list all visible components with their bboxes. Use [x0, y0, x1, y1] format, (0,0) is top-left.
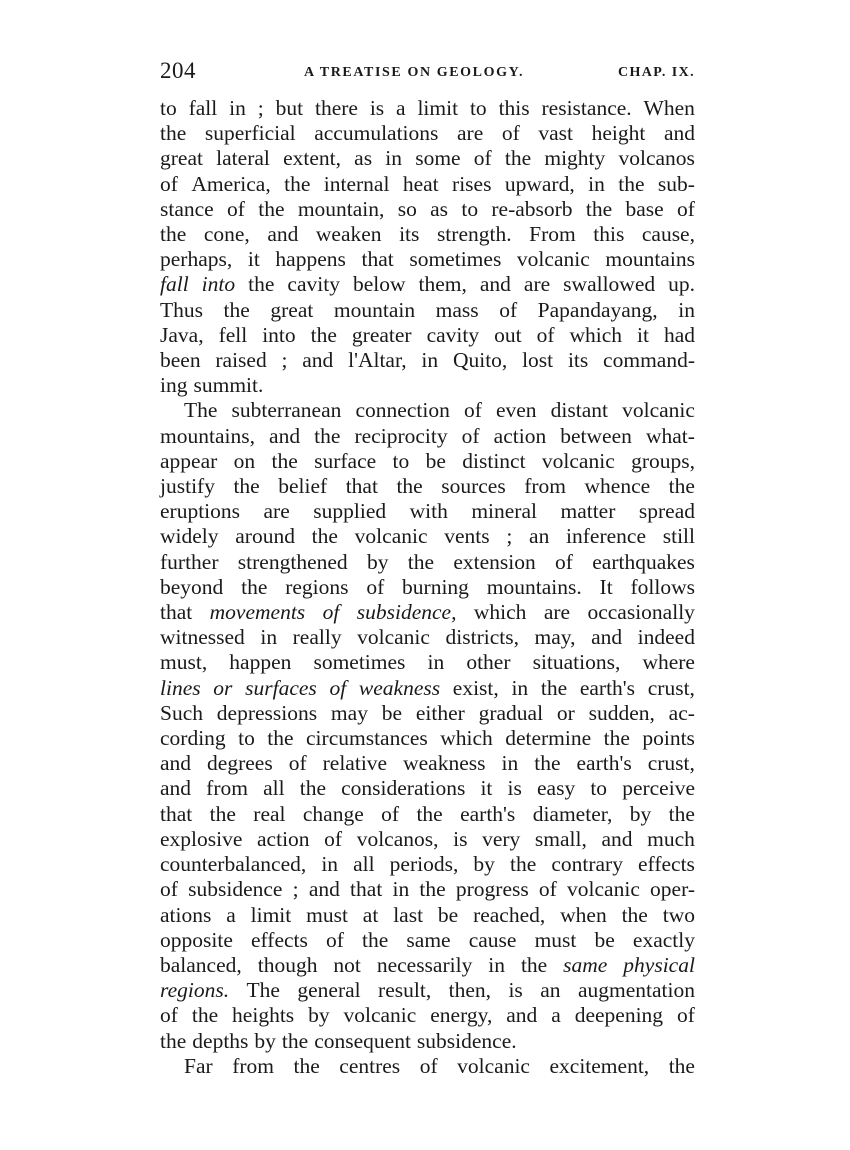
text-line: further strengthened by the extension of earthquakes	[160, 549, 695, 574]
text-line: cording to the circumstances which determine the points	[160, 726, 695, 751]
text-line: Far from the centres of volcanic excitement, the	[184, 1053, 695, 1078]
text-line: great lateral extent, as in some of the mighty volcanos	[160, 146, 695, 171]
text-line: widely around the volcanic vents ; an inference still	[160, 524, 695, 549]
text-line: been raised ; and l'Altar, in Quito, lost its command-	[160, 348, 695, 373]
text-line: explosive action of volcanos, is very small, and much	[160, 826, 695, 851]
text-line: of the heights by volcanic energy, and a deepening of	[160, 1003, 695, 1028]
text-line: beyond the regions of burning mountains. It follows	[160, 574, 695, 599]
body-text	[160, 96, 695, 1079]
text-line: mountains, and the reciprocity of action between what-	[160, 423, 695, 448]
text-line: Such depressions may be either gradual or sudden, ac-	[160, 700, 695, 725]
text-line: Java, fell into the greater cavity out of which it had	[160, 322, 695, 347]
text-line: the superficial accumulations are of vast height and	[160, 121, 695, 146]
text-line: appear on the surface to be distinct volcanic groups,	[160, 448, 695, 473]
text-line: perhaps, it happens that sometimes volcanic mountains	[160, 247, 695, 272]
running-head	[160, 58, 695, 92]
text-line: and degrees of relative weakness in the earth's crust,	[160, 751, 695, 776]
text-line: witnessed in really volcanic districts, may, and indeed	[160, 625, 695, 650]
text-line: to fall in ; but there is a limit to this resistance. When	[160, 96, 695, 120]
text-line: of America, the internal heat rises upward, in the sub-	[160, 171, 695, 196]
text-line: the cone, and weaken its strength. From this cause,	[160, 222, 695, 247]
text-line: stance of the mountain, so as to re-absorb the base of	[160, 196, 695, 221]
text-line: lines or surfaces of weakness exist, in the earth's crust,	[160, 675, 695, 700]
text-line: regions. The general result, then, is an augmentation	[160, 978, 695, 1003]
text-line: and from all the considerations it is easy to perceive	[160, 776, 695, 801]
text-line: that the real change of the earth's diameter, by the	[160, 801, 695, 826]
text-line: balanced, though not necessarily in the same physical	[160, 952, 695, 977]
page-number: 204	[160, 58, 196, 83]
chapter-label: CHAP. IX.	[617, 65, 695, 80]
text-line: opposite effects of the same cause must be exactly	[160, 927, 695, 952]
text-line: justify the belief that the sources from whence the	[160, 474, 695, 499]
text-line: counterbalanced, in all periods, by the contrary effects	[160, 852, 695, 877]
text-line: Thus the great mountain mass of Papandayang, in	[160, 297, 695, 322]
text-line: eruptions are supplied with mineral matter spread	[160, 499, 695, 524]
text-line: must, happen sometimes in other situations, where	[160, 650, 695, 675]
book-page	[160, 58, 695, 1079]
book-title: A TREATISE ON GEOLOGY.	[304, 65, 525, 80]
text-line: fall into the cavity below them, and are swallowed up.	[160, 272, 695, 297]
text-line: The subterranean connection of even distant volcanic	[184, 398, 695, 423]
text-line: that movements of subsidence, which are occasionally	[160, 600, 695, 625]
text-line: ing summit.	[160, 373, 264, 398]
text-line: ations a limit must at last be reached, when the two	[160, 902, 695, 927]
text-line: the depths by the consequent subsidence.	[160, 1028, 517, 1053]
text-line: of subsidence ; and that in the progress of volcanic oper-	[160, 877, 695, 902]
